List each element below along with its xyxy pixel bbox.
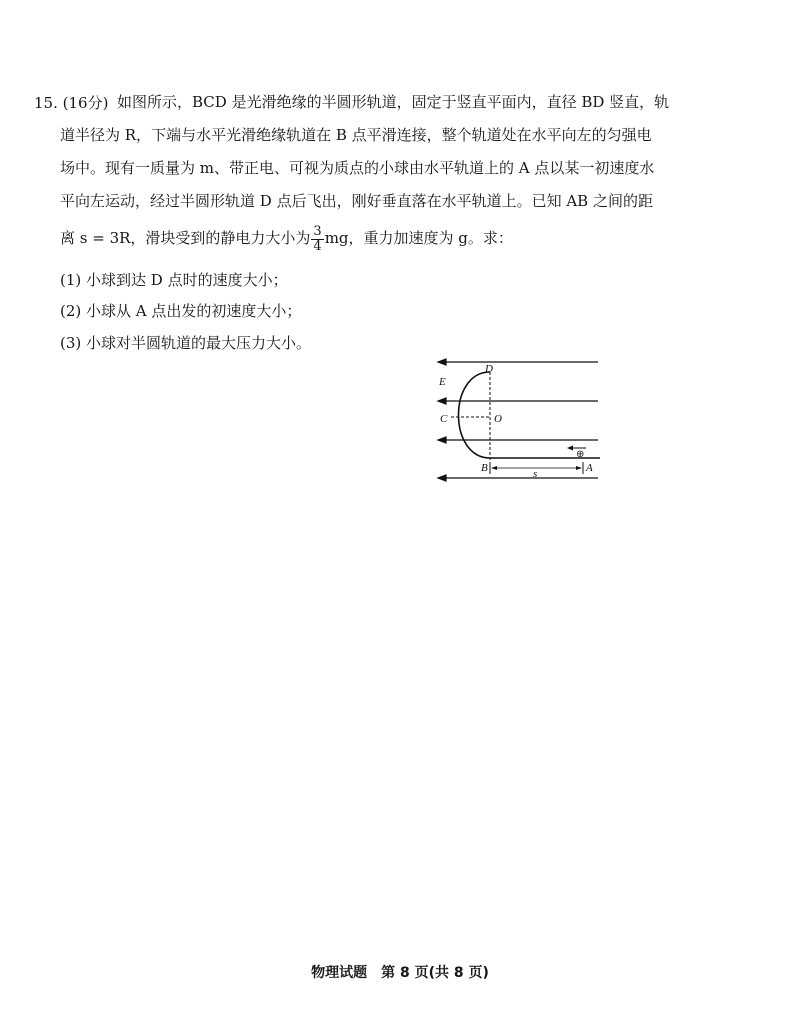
- score-label: (16分): [62, 94, 109, 112]
- label-a: A: [586, 462, 593, 474]
- problem-number: [34, 92, 108, 113]
- label-e: E: [439, 376, 446, 388]
- fraction-three-quarters: [311, 225, 323, 254]
- distance-arrow-right: [576, 466, 582, 470]
- problem-line-3: 场中。现有一质量为 m、带正电、可视为质点的小球由水平轨道上的 A 点以某一初速度水: [60, 159, 655, 177]
- distance-arrow-left: [491, 466, 497, 470]
- page-footer: 物理试题 第 8 页(共 8 页): [311, 965, 489, 981]
- field-arrow-2: [438, 398, 446, 404]
- line5-text-b: mg，重力加速度为 g。求：: [324, 229, 513, 247]
- label-o: O: [494, 413, 502, 425]
- label-s: s: [533, 468, 538, 480]
- problem-line-1: 如图所示，BCD 是光滑绝缘的半圆形轨道，固定于竖直平面内，直径 BD 竖直，轨: [117, 93, 670, 111]
- problem-line-2: 道半径为 R，下端与水平光滑绝缘轨道在 B 点平滑连接，整个轨道处在水平向左的匀强电: [60, 126, 652, 144]
- problem-line-4: 平向左运动，经过半圆形轨道 D 点后飞出，刚好垂直落在水平轨道上。已知 AB 之间的距: [60, 192, 653, 210]
- field-lines: [438, 359, 598, 481]
- semicircle-track: [459, 372, 491, 458]
- charge-ball: ⊕: [576, 449, 585, 460]
- number-label: 15.: [34, 94, 58, 112]
- label-c: C: [440, 413, 448, 425]
- question-2: (2) 小球从 A 点出发的初速度大小；: [60, 302, 302, 320]
- label-d: D: [485, 363, 493, 375]
- field-arrow-3: [438, 437, 446, 443]
- field-arrow-4: [438, 475, 446, 481]
- fraction-numerator: 3: [313, 223, 322, 239]
- fraction-denominator: 4: [313, 238, 322, 254]
- question-1: (1) 小球到达 D 点时的速度大小；: [60, 271, 288, 289]
- problem-line-5: [60, 222, 513, 254]
- field-arrow-1: [438, 359, 446, 365]
- label-b: B: [481, 462, 488, 474]
- question-3: (3) 小球对半圆轨道的最大压力大小。: [60, 334, 312, 352]
- track-figure: [430, 355, 605, 487]
- line5-text-a: 离 s = 3R，滑块受到的静电力大小为: [60, 229, 311, 247]
- velocity-arrow-head: [567, 446, 573, 451]
